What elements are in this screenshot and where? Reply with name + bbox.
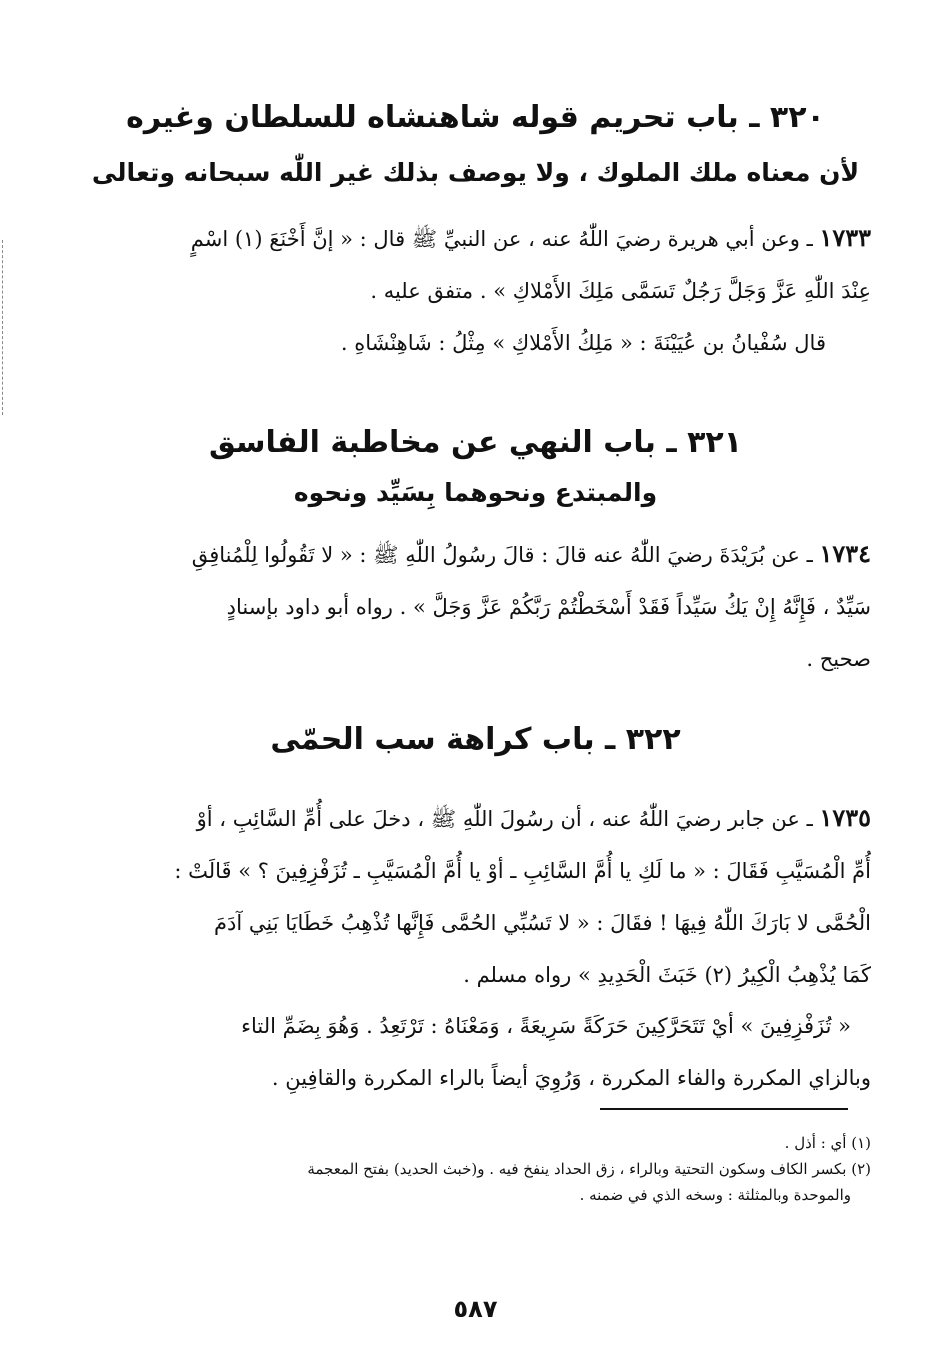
hadith-1733-line-1: ١٧٣٣ ـ وعن أبي هريرة رضيَ اللّٰهُ عنه ، عن النبيِّ ﷺ قال : « إنَّ أَخْنَعَ (١) اسْمٍ bbox=[190, 223, 871, 252]
hadith-1735-line-1: ١٧٣٥ ـ عن جابر رضيَ اللّٰهُ عنه ، أن رسُولَ اللّٰهِ ﷺ ، دخلَ على أُمِّ السَّائِبِ ، أوْ bbox=[196, 803, 871, 832]
explanation bbox=[80, 1000, 871, 1104]
chapter-heading-322: ٣٢٢ ـ باب كراهة سب الحمّى bbox=[270, 722, 681, 757]
hadith-1735-line-3: الْحُمَّى لا بَارَكَ اللّٰهُ فِيهَا ! فقَالَ : « لا تَسُبِّي الحُمَّى فَإِنَّها تُذْهِبُ خَطَايَا بَنِي آدَمَ bbox=[214, 911, 871, 935]
chapter-heading-321: ٣٢١ ـ باب النهي عن مخاطبة الفاسق bbox=[208, 425, 743, 460]
footnote-1: (١) أي : أذل . bbox=[784, 1134, 871, 1152]
footnotes bbox=[95, 1130, 871, 1208]
hadith-1733-note: قال سُفْيانُ بن عُيَيْنَةَ : « مَلِكُ الأَمْلاكِ » مِثْلُ : شَاهِنْشَاهِ . bbox=[340, 331, 826, 355]
hadith-1733-line-2: عِنْدَ اللّٰهِ عَزَّ وَجَلَّ رَجُلٌ تَسَمَّى مَلِكَ الأَمْلاكِ » . متفق عليه . bbox=[370, 279, 871, 303]
hadith-number: ١٧٣٤ bbox=[819, 539, 871, 568]
hadith-1735-line-2: أُمِّ الْمُسَيَّبِ فَقَالَ : « ما لَكِ يا أُمَّ السَّائِبِ ـ أوْ يا أُمَّ الْمُسَيَّبِ ـ تُزَفْزِفِينَ ؟ » قَالَتْ : bbox=[174, 859, 871, 883]
hadith-1733 bbox=[80, 212, 871, 369]
page-number: ٥٨٧ bbox=[453, 1295, 498, 1323]
hadith-number: ١٧٣٥ bbox=[819, 803, 871, 832]
footnote-2-line-1: (٢) بكسر الكاف وسكون التحتية وبالراء ، زق الحداد ينفخ فيه . و(خبث الحديد) بفتح المعجمة bbox=[307, 1160, 871, 1178]
hadith-1734-line-1: ١٧٣٤ ـ عن بُرَيْدَةَ رضيَ اللّٰهُ عنه قالَ : قالَ رسُولُ اللّٰهِ ﷺ : « لا تَقُولُوا لِلْمُنافِقِ bbox=[191, 539, 871, 568]
chapter-heading-320: ٣٢٠ ـ باب تحريم قوله شاهنشاه للسلطان وغيره bbox=[126, 100, 825, 135]
hadith-1734-line-3: صحيح . bbox=[806, 647, 871, 671]
footnote-2-line-2: والموحدة وبالمثلثة : وسخه الذي في ضمنه . bbox=[579, 1186, 851, 1204]
footnote-divider bbox=[600, 1108, 848, 1110]
margin-rule bbox=[2, 240, 3, 415]
hadith-1734-line-2: سَيِّدٌ ، فَإِنَّهُ إِنْ يَكُ سَيِّداً فَقَدْ أَسْخَطْتُمْ رَبَّكُمْ عَزَّ وَجَلَّ » . رواه أبو داود بإسنادٍ bbox=[226, 595, 871, 619]
chapter-subheading-320: لأن معناه ملك الملوك ، ولا يوصف بذلك غير اللّٰه سبحانه وتعالى bbox=[91, 158, 860, 187]
hadith-1735-line-4: كَمَا يُذْهِبُ الْكِيرُ (٢) خَبَثَ الْحَدِيدِ » رواه مسلم . bbox=[463, 963, 871, 987]
hadith-number: ١٧٣٣ bbox=[819, 223, 871, 252]
chapter-subheading-321: والمبتدع ونحوهما بِسَيِّد ونحوه bbox=[293, 478, 658, 507]
explanation-line-2: وبالزاي المكررة والفاء المكررة ، وَرُوِيَ أيضاً بالراء المكررة والقافِينِ . bbox=[271, 1066, 871, 1090]
hadith-1734 bbox=[80, 528, 871, 685]
hadith-1735 bbox=[80, 792, 871, 1001]
explanation-line-1: « تُزَفْزِفِينَ » أيْ تَتَحَرَّكِينَ حَرَكَةً سَرِيعَةً ، وَمَعْنَاهُ : تَرْتَعِدُ . وَهُوَ بِضَمِّ التاء bbox=[241, 1014, 851, 1038]
